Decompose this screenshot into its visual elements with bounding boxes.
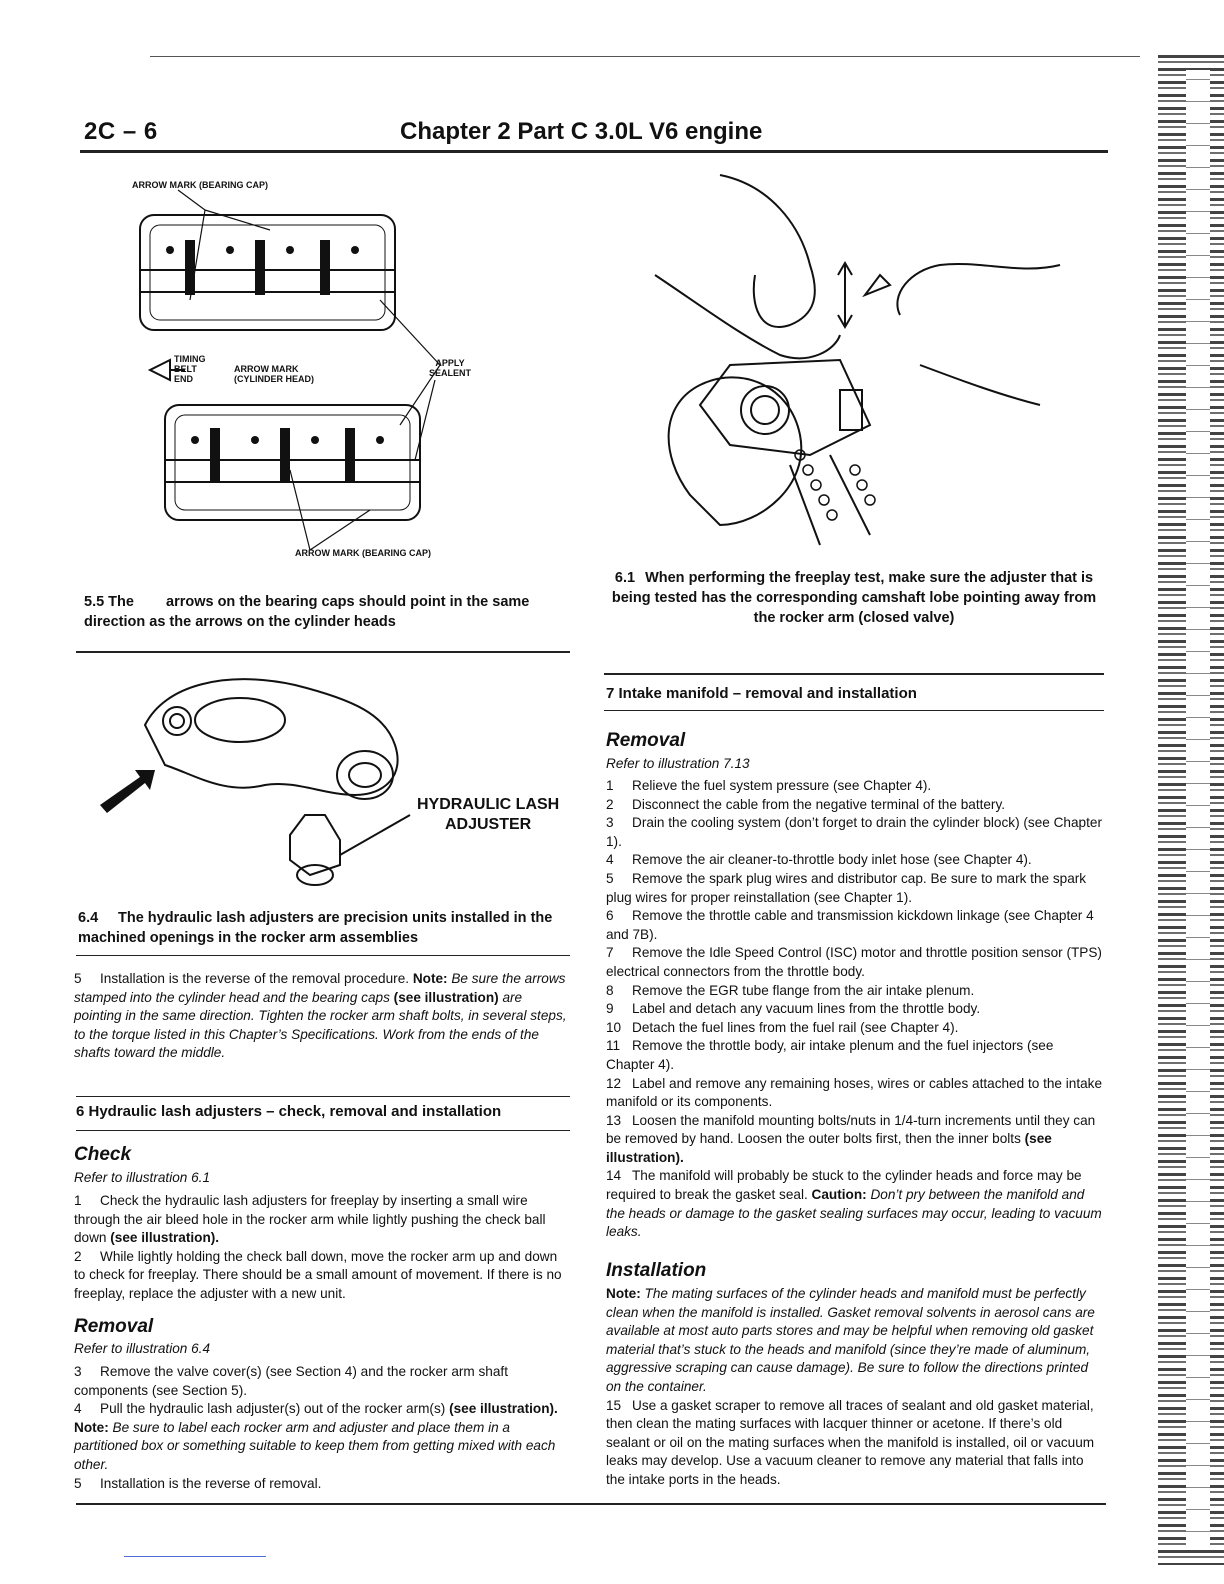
- label-timing-belt-end: TIMING BELT END: [174, 354, 206, 384]
- caption-6-4-number: 6.4: [78, 910, 99, 926]
- scan-edge-lines: [1186, 70, 1210, 1550]
- footer-rule: [76, 1503, 1106, 1505]
- installation-heading: Installation: [606, 1260, 707, 1281]
- scan-top-line: [150, 56, 1140, 57]
- rule-left-2: [76, 955, 570, 956]
- removal-heading-right: Removal: [606, 730, 686, 751]
- check-heading: Check: [74, 1144, 132, 1165]
- removal-reference-left: Refer to illustration 6.4: [74, 1341, 211, 1356]
- chapter-title: Chapter 2 Part C 3.0L V6 engine: [400, 118, 763, 145]
- caption-5-5-text: arrows on the bearing caps should point in the same direction as the arrows on the cylinder heads: [84, 594, 530, 630]
- caption-6-1-text: When performing the freeplay test, make sure the adjuster that is being tested has the corresponding camshaft lobe pointing away from the rocker arm (closed valve): [611, 570, 1097, 626]
- pointer-arrow-icon: [100, 770, 155, 813]
- rule-section-6-bottom: [76, 1130, 570, 1131]
- rule-section-6-top: [76, 1096, 570, 1097]
- rocker-arm-illustration: [95, 665, 565, 905]
- page-number: 2C – 6: [84, 118, 158, 145]
- removal-reference-right: Refer to illustration 7.13: [606, 756, 750, 771]
- label-hydraulic-lash-adjuster: [417, 795, 559, 835]
- rule-left-1: [76, 651, 570, 653]
- header-rule: [80, 150, 1108, 153]
- freeplay-test-illustration: [640, 165, 1080, 560]
- caption-6-4-text: The hydraulic lash adjusters are precision units installed in the machined openings in the rocker arm assemblies: [78, 910, 553, 946]
- check-steps: 1 Check the hydraulic lash adjusters for freeplay by inserting a small wire through the air bleed hole in the rocker arm while lightly pushing the check ball down (see illustration). 2 While lightly holding the check ball down, move the rocker arm up and down to check for freeplay. There should be a small amount of movement. If there is no freeplay, replace the adjuster with a new unit.: [74, 1193, 562, 1301]
- check-reference: Refer to illustration 6.1: [74, 1170, 211, 1185]
- label-arrow-mark-bearing-cap-bottom: ARROW MARK (BEARING CAP): [295, 548, 431, 558]
- section-7-title: 7 Intake manifold – removal and installation: [606, 685, 917, 702]
- caption-6-1: [604, 568, 1104, 628]
- label-arrow-mark-bearing-cap-top: ARROW MARK (BEARING CAP): [132, 180, 268, 190]
- label-arrow-mark-cylinder-head: ARROW MARK (CYLINDER HEAD): [234, 364, 314, 384]
- label-hydraulic-lash-line2: ADJUSTER: [444, 816, 532, 833]
- rule-section-7-bottom: [604, 710, 1104, 711]
- caption-6-4: [78, 908, 572, 948]
- label-hydraulic-lash-line1: HYDRAULIC LASH: [417, 796, 560, 813]
- removal-heading-left: Removal: [74, 1316, 154, 1337]
- removal-steps-right: 1 Relieve the fuel system pressure (see Chapter 4). 2 Disconnect the cable from the negative terminal of the battery. 3 Drain the cooling system (don’t forget to drain the cylinder block) (see Chapter 1). 4 Remove the air cleaner-to-throttle body inlet hose (see Chapter 4). 5 Remove the spark plug wires and distributor cap. Be sure to mark the spark plug wires for proper reinstallation (see Chapter 1). 6 Remove the throttle cable and transmission kickdown linkage (see Chapter 4 and 7B). 7 Remove the Idle Speed Control (ISC) motor and throttle position sensor (TPS) electrical connectors from the throttle body. 8 Remove the EGR tube flange from the air intake plenum. 9 Label and detach any vacuum lines from the throttle body. 10 Detach the fuel lines from the fuel rail (see Chapter 4). 11 Remove the throttle body, air intake plenum and the fuel injectors (see Chapter 4). 12 Label and remove any remaining hoses, wires or cables attached to the intake manifold or its components. 13 Loosen the manifold mounting bolts/nuts in 1/4-turn increments until they can be removed by hand. Loosen the outer bolts first, then the inner bolts (see illustration). 14 The manifold will probably be stuck to the cylinder heads and force may be required to break the gasket seal. Caution: Don’t pry between the manifold and the heads or damage to the gasket sealing surfaces may occur, leading to vacuum leaks.: [606, 778, 1103, 1240]
- section-6-title: 6 Hydraulic lash adjusters – check, removal and installation: [76, 1103, 502, 1120]
- caption-5-5-number: 5.5 The: [84, 594, 134, 610]
- rule-section-7-top: [604, 673, 1104, 675]
- installation-text: Note: The mating surfaces of the cylinder heads and manifold must be perfectly clean when the manifold is installed. Gasket removal solvents in aerosol cans are available at most auto parts stores and may be helpful when removing old gasket material that’s stuck to the heads and manifold (since they’re made of aluminum, aggressive scraping can cause damage). Be sure to follow the directions printed on the container. 15 Use a gasket scraper to remove all traces of sealant and old gasket material, then clean the mating surfaces with lacquer thinner or acetone. If there’s old sealant or oil on the mating surfaces when the manifold is installed, oil or vacuum leaks may develop. Use a vacuum cleaner to remove any material that falls into the intake ports in the heads.: [606, 1286, 1095, 1487]
- figure-6-1: [640, 165, 1080, 560]
- removal-steps-left: 3 Remove the valve cover(s) (see Section 4) and the rocker arm shaft components (see Section 5). 4 Pull the hydraulic lash adjuster(s) out of the rocker arm(s) (see illustration). Note: Be sure to label each rocker arm and adjuster and place them in a partitioned box or something suitable to keep them from getting mixed with each other. 5 Installation is the reverse of removal.: [74, 1364, 558, 1491]
- scan-blue-mark: [124, 1556, 266, 1557]
- figure-6-4: [95, 665, 565, 905]
- left-step-5: 5 Installation is the reverse of the removal procedure. Note: Be sure the arrows stamped into the cylinder head and the bearing caps (see illustration) are pointing in the same direction. Tighten the rocker arm shaft bolts, in several steps, to the torque listed in this Chapter’s Specifications. Work from the ends of the shafts toward the middle.: [74, 971, 567, 1061]
- caption-6-1-number: 6.1: [614, 570, 636, 586]
- figure-5-5: [110, 170, 530, 570]
- caption-5-5: [84, 592, 574, 632]
- label-apply-sealent: APPLY SEALENT: [428, 358, 471, 378]
